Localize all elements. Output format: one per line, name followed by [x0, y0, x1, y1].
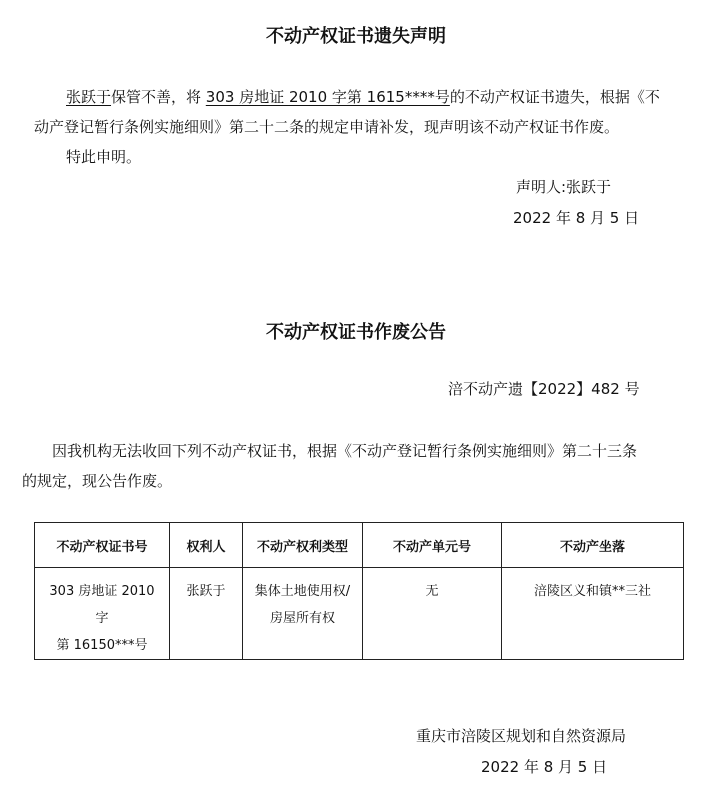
declaration-paragraph-line2: 动产登记暂行条例实施细则》第二十二条的规定申请补发，现声明该不动产权证书作废。: [34, 118, 620, 136]
declarant-name: 张跃于: [66, 88, 112, 106]
column-header: 不动产单元号: [363, 523, 502, 568]
cell-line: 房屋所有权: [269, 611, 335, 626]
column-header: 不动产权利类型: [243, 523, 363, 568]
column-header: 不动产权证书号: [35, 523, 170, 568]
declaration-closing: 特此申明。: [66, 148, 142, 166]
column-header: 权利人: [170, 523, 243, 568]
issuer-name: 重庆市涪陵区规划和自然资源局: [416, 727, 627, 745]
announcement-body-line2: 的规定，现公告作废。: [22, 472, 173, 490]
location-cell: 涪陵区义和镇**三社: [502, 568, 684, 660]
unit-number-cell: 无: [363, 568, 502, 660]
paragraph-text: 的不动产权证书遗失，根据《不: [449, 88, 660, 106]
declarant-signature: 声明人:张跃于: [516, 178, 612, 196]
table-header-row: [35, 523, 684, 568]
declaration-paragraph-line1: [66, 86, 660, 107]
cell-line: 303 房地证 2010 字: [49, 584, 155, 626]
paragraph-text: 保管不善，将: [111, 88, 206, 106]
announcement-title: 不动产权证书作废公告: [266, 322, 446, 343]
cell-line: 集体土地使用权/: [254, 584, 351, 599]
holder-cell: 张跃于: [170, 568, 243, 660]
declaration-date: 2022 年 8 月 5 日: [513, 209, 640, 227]
announcement-date: 2022 年 8 月 5 日: [481, 758, 608, 776]
table-row: [35, 568, 684, 660]
right-type-cell: [243, 568, 363, 660]
declaration-title: 不动产权证书遗失声明: [266, 26, 446, 47]
certificate-number: 303 房地证 2010 字第 1615****号: [205, 88, 450, 106]
cell-line: 第 16150***号: [56, 638, 148, 653]
announcement-body-line1: 因我机构无法收回下列不动产权证书，根据《不动产登记暂行条例实施细则》第二十三条: [52, 442, 638, 460]
announcement-number: 涪不动产遗【2022】482 号: [448, 380, 640, 398]
cert-number-cell: [35, 568, 170, 660]
certificate-table: [34, 522, 684, 660]
column-header: 不动产坐落: [502, 523, 684, 568]
